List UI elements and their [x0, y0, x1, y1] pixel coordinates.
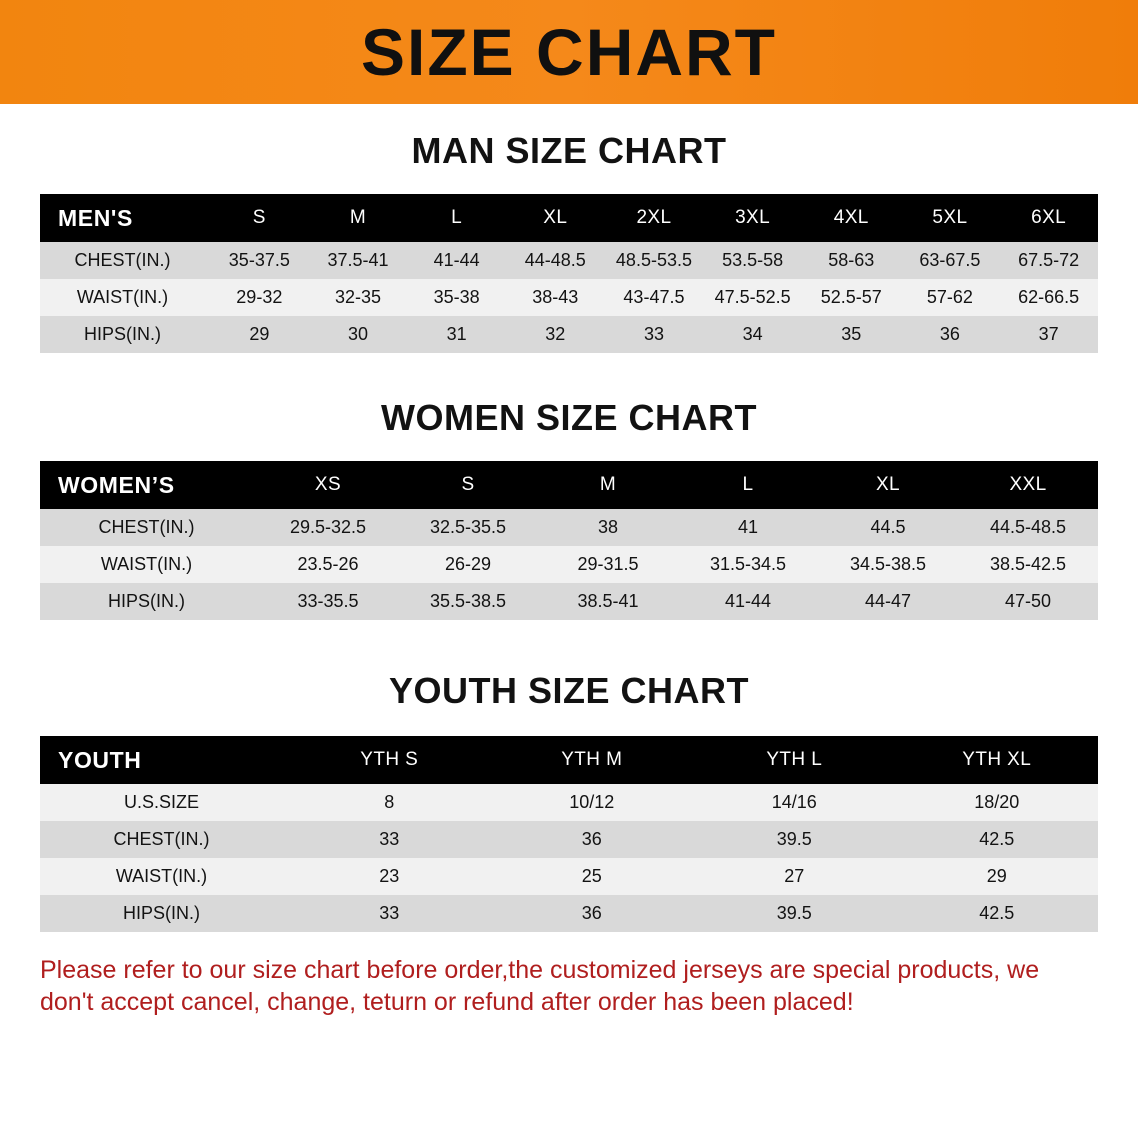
youth-cell-3-3: 42.5 — [896, 895, 1099, 932]
man-cell-0-6: 58-63 — [802, 242, 901, 279]
man-cell-1-0: 29-32 — [210, 279, 309, 316]
women-cell-1-4: 34.5-38.5 — [818, 546, 958, 583]
women-cell-0-5: 44.5-48.5 — [958, 509, 1098, 546]
man-cell-0-3: 44-48.5 — [506, 242, 605, 279]
youth-cell-3-1: 36 — [491, 895, 694, 932]
man-table-wrapper — [40, 194, 1098, 353]
man-cell-1-2: 35-38 — [407, 279, 506, 316]
women-cell-1-2: 29-31.5 — [538, 546, 678, 583]
women-col-5: XXL — [1009, 474, 1047, 495]
youth-col-1: YTH M — [561, 749, 623, 770]
women-cell-0-3: 41 — [678, 509, 818, 546]
women-col-0: XS — [314, 474, 342, 495]
youth-cell-1-2: 39.5 — [693, 821, 896, 858]
man-cell-1-4: 43-47.5 — [605, 279, 704, 316]
women-cell-2-0: 33-35.5 — [258, 583, 398, 620]
man-cell-2-4: 33 — [605, 316, 704, 353]
youth-col-2: YTH L — [766, 749, 823, 770]
table-header-row — [40, 194, 1098, 242]
youth-cell-0-2: 14/16 — [693, 784, 896, 821]
table-row — [40, 279, 1098, 316]
youth-table-body — [40, 784, 1098, 932]
women-col-4: XL — [875, 474, 901, 495]
women-table-header — [40, 461, 1098, 509]
youth-col-3: YTH XL — [962, 749, 1032, 770]
women-cell-1-3: 31.5-34.5 — [678, 546, 818, 583]
youth-cell-3-2: 39.5 — [693, 895, 896, 932]
man-table-body — [40, 242, 1098, 353]
man-col-4: 2XL — [636, 207, 672, 228]
man-cell-2-7: 36 — [901, 316, 1000, 353]
women-cell-0-0: 29.5-32.5 — [258, 509, 398, 546]
man-cell-0-4: 48.5-53.5 — [605, 242, 704, 279]
women-cell-1-5: 38.5-42.5 — [958, 546, 1098, 583]
man-cell-2-1: 30 — [309, 316, 408, 353]
man-cell-0-2: 41-44 — [407, 242, 506, 279]
man-cell-1-3: 38-43 — [506, 279, 605, 316]
women-col-2: M — [599, 474, 617, 495]
man-cell-2-2: 31 — [407, 316, 506, 353]
women-table-body — [40, 509, 1098, 620]
man-col-5: 3XL — [735, 207, 771, 228]
youth-row-label-1: CHEST(IN.) — [40, 821, 288, 858]
man-col-3: XL — [543, 207, 568, 228]
women-cell-0-4: 44.5 — [818, 509, 958, 546]
table-row — [40, 316, 1098, 353]
table-row — [40, 895, 1098, 932]
women-section-title: WOMEN SIZE CHART — [381, 397, 757, 438]
table-header-row — [40, 461, 1098, 509]
women-cell-2-3: 41-44 — [678, 583, 818, 620]
women-cell-2-4: 44-47 — [818, 583, 958, 620]
table-row — [40, 784, 1098, 821]
women-cell-2-1: 35.5-38.5 — [398, 583, 538, 620]
youth-row-label-3: HIPS(IN.) — [40, 895, 288, 932]
table-header-row — [40, 736, 1098, 784]
youth-cell-1-0: 33 — [288, 821, 491, 858]
man-cell-0-5: 53.5-58 — [703, 242, 802, 279]
size-chart-banner — [0, 0, 1138, 104]
youth-cell-2-2: 27 — [693, 858, 896, 895]
man-table-header — [40, 194, 1098, 242]
man-cell-2-5: 34 — [703, 316, 802, 353]
women-cell-2-5: 47-50 — [958, 583, 1098, 620]
man-col-2: L — [451, 207, 463, 228]
man-corner-label: MEN'S — [58, 204, 133, 231]
youth-cell-2-1: 25 — [491, 858, 694, 895]
women-col-1: S — [461, 474, 475, 495]
women-col-3: L — [742, 474, 754, 495]
youth-cell-2-0: 23 — [288, 858, 491, 895]
man-cell-2-3: 32 — [506, 316, 605, 353]
man-row-label-2: HIPS(IN.) — [40, 316, 210, 353]
man-row-label-1: WAIST(IN.) — [40, 279, 210, 316]
man-col-6: 4XL — [833, 207, 869, 228]
man-col-0: S — [252, 207, 266, 228]
youth-section-title: YOUTH SIZE CHART — [388, 670, 749, 711]
man-cell-1-5: 47.5-52.5 — [703, 279, 802, 316]
youth-cell-0-3: 18/20 — [896, 784, 1099, 821]
youth-cell-2-3: 29 — [896, 858, 1099, 895]
women-size-table — [40, 461, 1098, 620]
table-row — [40, 821, 1098, 858]
youth-row-label-0: U.S.SIZE — [40, 784, 288, 821]
youth-size-table — [40, 736, 1098, 932]
man-col-7: 5XL — [932, 207, 968, 228]
youth-col-0: YTH S — [360, 749, 419, 770]
women-cell-2-2: 38.5-41 — [538, 583, 678, 620]
youth-cell-0-1: 10/12 — [491, 784, 694, 821]
table-row — [40, 858, 1098, 895]
youth-corner-label: YOUTH — [58, 746, 142, 773]
page-title: SIZE CHART — [361, 15, 777, 89]
youth-cell-3-0: 33 — [288, 895, 491, 932]
women-corner-label: WOMEN’S — [58, 471, 175, 498]
youth-cell-1-1: 36 — [491, 821, 694, 858]
man-size-table — [40, 194, 1098, 353]
youth-row-label-2: WAIST(IN.) — [40, 858, 288, 895]
man-cell-2-6: 35 — [802, 316, 901, 353]
man-cell-1-1: 32-35 — [309, 279, 408, 316]
women-table-wrapper — [40, 461, 1098, 620]
table-row — [40, 242, 1098, 279]
man-cell-1-6: 52.5-57 — [802, 279, 901, 316]
women-cell-1-1: 26-29 — [398, 546, 538, 583]
disclaimer-note: Please refer to our size chart before order,the customized jerseys are special products, we don't accept cancel, change, teturn or refund after order has been placed! — [40, 956, 1040, 1016]
man-cell-0-7: 63-67.5 — [901, 242, 1000, 279]
youth-table-header — [40, 736, 1098, 784]
women-row-label-2: HIPS(IN.) — [40, 583, 258, 620]
women-cell-0-1: 32.5-35.5 — [398, 509, 538, 546]
youth-cell-0-0: 8 — [288, 784, 491, 821]
man-col-8: 6XL — [1031, 207, 1067, 228]
man-col-1: M — [349, 207, 367, 228]
man-section-title: MAN SIZE CHART — [411, 130, 727, 171]
youth-cell-1-3: 42.5 — [896, 821, 1099, 858]
table-row — [40, 509, 1098, 546]
man-cell-0-8: 67.5-72 — [999, 242, 1098, 279]
table-row — [40, 546, 1098, 583]
women-cell-0-2: 38 — [538, 509, 678, 546]
man-cell-0-1: 37.5-41 — [309, 242, 408, 279]
man-cell-2-0: 29 — [210, 316, 309, 353]
women-row-label-0: CHEST(IN.) — [40, 509, 258, 546]
man-cell-2-8: 37 — [999, 316, 1098, 353]
women-row-label-1: WAIST(IN.) — [40, 546, 258, 583]
youth-table-wrapper — [40, 736, 1098, 932]
man-cell-1-7: 57-62 — [901, 279, 1000, 316]
man-row-label-0: CHEST(IN.) — [40, 242, 210, 279]
man-cell-0-0: 35-37.5 — [210, 242, 309, 279]
women-cell-1-0: 23.5-26 — [258, 546, 398, 583]
table-row — [40, 583, 1098, 620]
man-cell-1-8: 62-66.5 — [999, 279, 1098, 316]
